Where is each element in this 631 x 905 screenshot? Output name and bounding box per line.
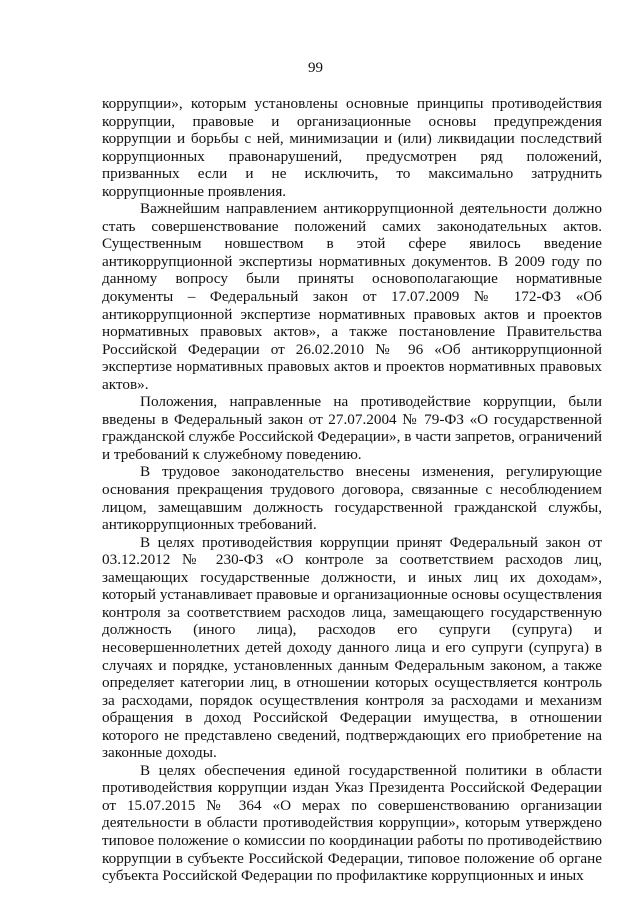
body-text [102,95,602,885]
paragraph: В целях обеспечения единой государственной политики в области противодействия коррупции издан Указ Президента Российской Федерации от 15.07.2015 № 364 «О мерах по совершенствованию организации деятельности в области противодействия коррупции», которым утверждено типовое положение о комиссии по координации работы по противодействию коррупции в субъекте Российской Федерации, типовое положение об органе субъекта Российской Федерации по профилактике коррупционных и иных [102,761,602,885]
paragraph: Положения, направленные на противодействие коррупции, были введены в Федеральный закон от 27.07.2004 № 79-ФЗ «О государственной гражданской службе Российской Федерации», в части запретов, ограничений и требований к служебному поведению. [102,393,602,463]
paragraph: Важнейшим направлением антикоррупционной деятельности должно стать совершенствование положений самих законодательных актов. Существенным новшеством в этой сфере явилось введение антикоррупционной экспертизы нормативных документов. В 2009 году по данному вопросу были приняты основополагающие нормативные документы – Федеральный закон от 17.07.2009 № 172-ФЗ «Об антикоррупционной экспертизе нормативных правовых актов и проектов нормативных правовых актов», а также постановление Правительства Российской Федерации от 26.02.2010 № 96 «Об антикоррупционной экспертизе нормативных правовых актов и проектов нормативных правовых актов». [102,200,602,393]
page-number: 99 [308,60,323,76]
paragraph: коррупции», которым установлены основные принципы противодействия коррупции, правовые и организационные основы предупреждения коррупции и борьбы с ней, минимизации и (или) ликвидации последствий коррупционных правонарушений, предусмотрен ряд положений, призванных если и не исключить, то максимально затруднить коррупционные проявления. [102,95,602,200]
paragraph: В трудовое законодательство внесены изменения, регулирующие основания прекращения трудового договора, связанные с несоблюдением лицом, замещавшим должность государственной гражданской службы, антикоррупционных требований. [102,463,602,534]
paragraph: В целях противодействия коррупции принят Федеральный закон от 03.12.2012 № 230-ФЗ «О контроле за соответствием расходов лиц, замещающих государственные должности, и иных лиц их доходам», который устанавливает правовые и организационные основы осуществления контроля за соответствием расходов лица, замещающего государственную должность (иного лица), расходов его супруги (супруга) и несовершеннолетних детей доходу данного лица и его супруги (супруга) в случаях и порядке, установленных данным Федеральным законом, а также определяет категории лиц, в отношении которых осуществляется контроль за расходами, порядок осуществления контроля за расходами и механизм обращения в доход Российской Федерации имущества, в отношении которого не представлено сведений, подтверждающих его приобретение на законные доходы. [102,533,602,762]
